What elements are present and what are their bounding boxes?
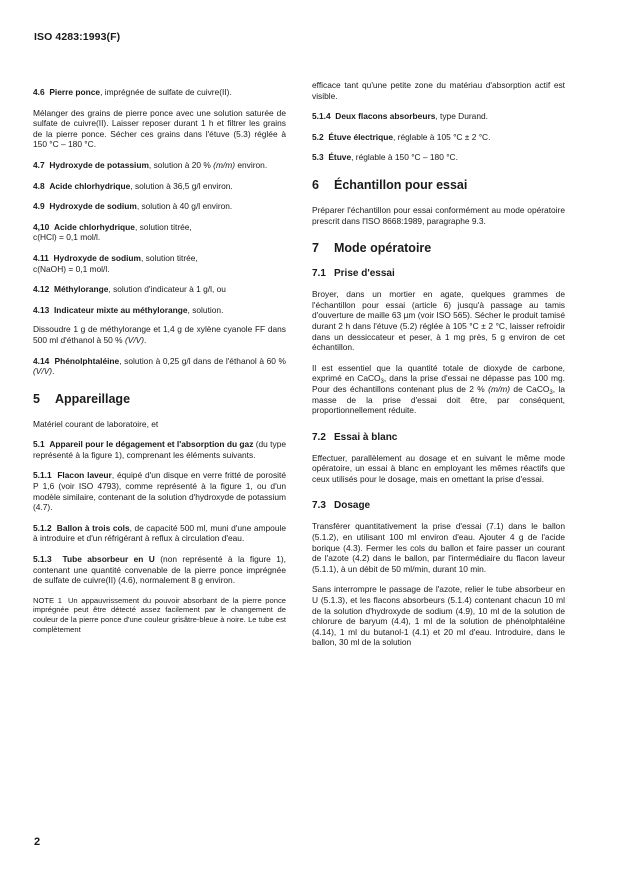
subsection-7-3-body-2: Sans interrompre le passage de l'azote, relier le tube absorbeur en U (5.1.3), et les flacons absorbeurs (5.1.4) contenant chacun 10 ml de la solution d'hydroxyde de sodium (4.9), 10 ml de la solution de chlorure de baryum (4.4), 1 ml de la solution de phénolphtaléine (4.14), 1 ml du butanol-1 (4.1) et 20 ml d'eau. Introduire, dans le ballon, 30 ml de la solution <box>312 584 565 648</box>
clause-text: , solution d'indicateur à 1 g/l, ou <box>108 284 226 295</box>
clause-4-13-body <box>33 324 286 345</box>
clause-text: , solution à 36,5 g/l environ. <box>130 180 233 191</box>
right-column <box>312 80 565 658</box>
subsection-7-2-body: Effectuer, parallèlement au dosage et en suivant le même mode opératoire, un essai à blanc en employant les mêmes réactifs que ceux utilisés pour le dosage, mais en omettant la prise d'essai. <box>312 452 565 484</box>
clause-text: , solution titrée, <box>134 221 192 232</box>
unit-mm: (m/m) <box>488 383 511 394</box>
clause-term: Flacon laveur <box>57 470 112 481</box>
clause-4-8 <box>33 181 286 192</box>
clause-term: Phénolphtaléine <box>54 355 120 366</box>
clause-number: 5.2 <box>312 131 324 142</box>
clause-text: , solution titrée, <box>141 252 198 263</box>
subsection-title: Essai à blanc <box>334 431 398 443</box>
clause-number: 4.8 <box>33 180 45 191</box>
clause-number: 5.3 <box>312 152 324 163</box>
clause-4-11 <box>33 253 286 274</box>
note-1 <box>33 596 286 634</box>
clause-4-14 <box>33 356 286 377</box>
clause-text: Dissoudre 1 g de méthylorange et 1,4 g de xylène cyanole FF dans 500 ml d'éthanol à 50 % <box>33 324 286 345</box>
clause-term: Hydroxyde de sodium <box>53 252 141 263</box>
clause-term: Tube absorbeur en U <box>62 554 155 565</box>
clause-text: (non représenté à la figure 1), contenant une quantité convenable de la pierre ponce imprégnée de sulfate de cuivre(II) (4.6), normalement 8 g environ. <box>33 554 287 586</box>
clause-4-6-body: Mélanger des grains de pierre ponce avec une solution saturée de sulfate de cuivre(II). Laisser reposer durant 1 h et filtrer les grains de la pierre ponce. Sécher ces grains dans l'étuve (5.3) réglée à 150 °C – 180 °C. <box>33 107 286 150</box>
section-number: 5 <box>33 391 40 406</box>
clause-term: Hydroxyde de sodium <box>49 201 137 212</box>
clause-term: Étuve électrique <box>328 131 394 142</box>
subsection-title: Prise d'essai <box>334 268 395 280</box>
subsection-7-3-heading <box>312 500 565 512</box>
body-text: , dans la prise d'essai ne dépasse pas 100 mg. Pour des échantillons contenant plus de 2 % <box>312 373 566 394</box>
unit-vv: (V/V) <box>124 334 145 345</box>
clause-number: 5.1 <box>33 439 45 450</box>
subsection-number: 7.3 <box>312 500 326 512</box>
clause-text: , solution à 40 g/l environ. <box>136 201 233 212</box>
clause-number: 4,10 <box>33 221 50 232</box>
clause-5-1-1 <box>33 470 286 512</box>
clause-text: (du type représenté à la figure 1), comprenant les éléments suivants. <box>33 439 287 460</box>
clause-4-13 <box>33 305 286 316</box>
continuation-text: efficace tant qu'une petite zone du matériau d'absorption actif est visible. <box>312 80 565 101</box>
clause-tail: environ. <box>235 159 268 170</box>
section-title: Échantillon pour essai <box>334 177 468 192</box>
clause-5-1 <box>33 439 286 460</box>
section-number: 6 <box>312 177 319 192</box>
clause-number: 5.1.4 <box>312 111 331 122</box>
clause-term: Acide chlorhydrique <box>49 180 131 191</box>
clause-term: Pierre ponce <box>49 87 101 97</box>
section-title: Appareillage <box>55 391 131 406</box>
subsection-number: 7.1 <box>312 268 326 280</box>
subscript: 3 <box>549 389 553 396</box>
section-number: 7 <box>312 241 319 256</box>
clause-4-7 <box>33 160 286 171</box>
section-7-heading <box>312 241 565 256</box>
subsection-7-2-heading <box>312 432 565 444</box>
clause-text: , solution à 0,25 g/l dans de l'éthanol à 60 % <box>119 355 286 366</box>
clause-number: 4.6 <box>33 87 45 97</box>
clause-text: , réglable à 105 °C ± 2 °C. <box>393 131 491 142</box>
subsection-number: 7.2 <box>312 431 326 443</box>
subsection-7-3-body-1: Transférer quantitativement la prise d'essai (7.1) dans le ballon (5.1.2), en utilisant 100 ml environ d'eau. Ajouter 4 g de l'acide borique (4.3). Fermer les cols du ballon et faire passer un courant de l'azote (4.2) dans le ballon, par l'intermédiaire du flacon laveur (5.1.1), à un débit de 50 ml/min, durant 10 min. <box>312 521 565 574</box>
clause-term: Indicateur mixte au méthylorange <box>53 304 188 315</box>
clause-term: Deux flacons absorbeurs <box>335 111 436 122</box>
clause-4-12 <box>33 284 286 295</box>
subscript: 3 <box>380 379 384 386</box>
page-number: 2 <box>34 836 41 848</box>
clause-term: Étuve <box>328 152 352 163</box>
clause-number: 4.14 <box>33 355 50 366</box>
clause-number: 5.1.1 <box>33 470 52 481</box>
clause-term: Acide chlorhydrique <box>53 221 135 232</box>
clause-number: 5.1.3 <box>33 554 52 565</box>
clause-number: 4.7 <box>33 159 45 170</box>
clause-number: 4.12 <box>33 284 50 295</box>
body-text: , la masse de la prise d'essai doit être, par conséquent, proportionnellement réduite. <box>312 383 565 416</box>
clause-text: , équipé d'un disque en verre fritté de porosité P 1,6 (voir ISO 4793), comme représenté à la figure 1, ou d'un modèle similaire, contenant de la solution d'hydroxyde de potassium (4.7). <box>33 470 286 513</box>
clause-5-3 <box>312 152 565 163</box>
clause-4-10 <box>33 222 286 243</box>
clause-term: Appareil pour le dégagement et l'absorption du gaz <box>49 439 254 450</box>
subsection-title: Dosage <box>334 500 371 512</box>
clause-text: , type Durand. <box>435 111 488 122</box>
clause-5-1-2 <box>33 523 286 544</box>
subsection-7-1-body-1: Broyer, dans un mortier en agate, quelques grammes de l'échantillon pour essai (article 6) jusqu'à passage au tamis d'ouverture de maille 63 µm (voir ISO 565). Sécher le produit tamisé durant 2 h dans l'étuve (5.2) réglée à 105 °C ± 2 °C, laisser refroidir dans un dessiccateur et peser, à 1 mg près, 5 g environ de cet échantillon. <box>312 289 565 353</box>
clause-number: 4.13 <box>33 304 50 315</box>
clause-5-1-3 <box>33 554 286 586</box>
clause-formula: c(HCl) = 0,1 mol/l. <box>33 232 101 243</box>
section-5-heading <box>33 392 286 407</box>
unit-vv: (V/V) <box>33 366 53 377</box>
clause-5-2 <box>312 132 565 143</box>
clause-text: , solution. <box>187 304 224 315</box>
unit-mm: (m/m) <box>213 159 236 170</box>
subsection-7-1-heading <box>312 268 565 280</box>
document-header: ISO 4283:1993(F) <box>34 31 121 43</box>
left-column <box>33 87 286 644</box>
clause-tail: . <box>144 334 147 345</box>
clause-number: 4.9 <box>33 201 45 212</box>
clause-4-9 <box>33 201 286 212</box>
clause-term: Hydroxyde de potassium <box>49 159 149 170</box>
clause-text: , de capacité 500 ml, muni d'une ampoule à introduire et d'un réfrigérant à reflux à circulation d'eau. <box>33 522 287 544</box>
clause-term: Méthylorange <box>53 284 109 295</box>
note-text: Un appauvrissement du pouvoir absorbant de la pierre ponce imprégnée peut être détecté assez facilement par le changement de couleur de la pierre ponce d'une couleur grisâtre-bleue à noire. Le tube est complètement <box>33 595 286 634</box>
clause-4-6 <box>33 87 286 98</box>
section-5-intro: Matériel courant de laboratoire, et <box>33 418 159 429</box>
clause-text: , solution à 20 % <box>148 159 211 170</box>
body-text: de CaCO <box>510 383 550 394</box>
clause-tail: . <box>52 366 55 377</box>
section-6-body: Préparer l'échantillon pour essai conformément au mode opératoire prescrit dans l'ISO 8668:1989, paragraphe 9.3. <box>312 204 565 226</box>
clause-text: , réglable à 150 °C – 180 °C. <box>351 152 458 163</box>
clause-text: , imprégnée de sulfate de cuivre(II). <box>100 87 232 97</box>
clause-term: Ballon à trois cols <box>56 522 130 533</box>
subsection-7-1-body-2 <box>312 363 565 416</box>
clause-number: 5.1.2 <box>33 522 52 533</box>
clause-formula: c(NaOH) = 0,1 mol/l. <box>33 263 110 274</box>
section-title: Mode opératoire <box>334 241 432 256</box>
section-6-heading <box>312 178 565 193</box>
clause-number: 4.11 <box>33 252 49 263</box>
clause-5-1-4 <box>312 111 565 122</box>
body-text: Il est essentiel que la quantité totale de dioxyde de carbone, exprimé en CaCO <box>312 362 565 384</box>
note-label: NOTE 1 <box>33 595 62 605</box>
